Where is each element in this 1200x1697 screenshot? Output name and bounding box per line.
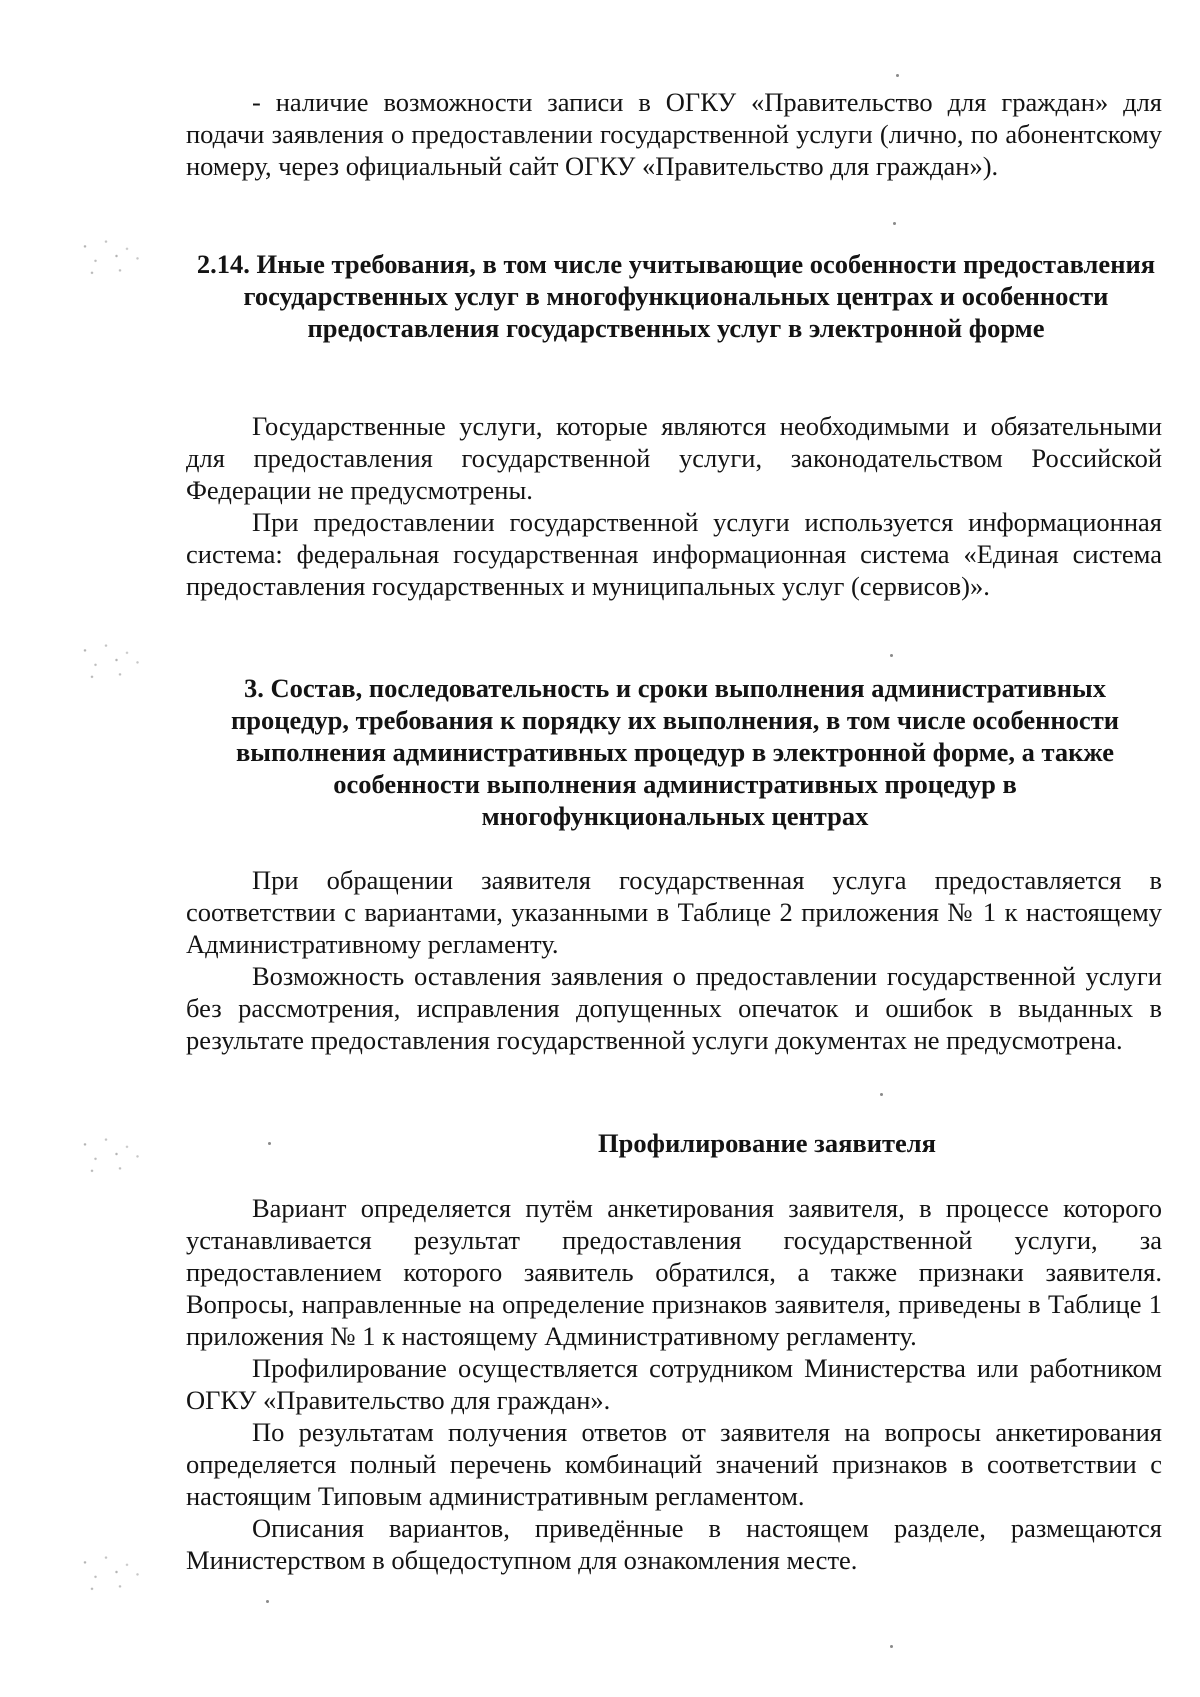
profiling-paragraph-3: По результатам получения ответов от заявителя на вопросы анкетирования определяется полный перечень комбинаций значений признаков в соответствии с настоящим Типовым административным регламентом. (186, 1417, 1162, 1511)
section-2-14-paragraph-1: Государственные услуги, которые являются необходимыми и обязательными для предоставления государственной услуги, законодательством Российской Федерации не предусмотрены. (186, 411, 1162, 505)
scan-speck (78, 232, 148, 280)
scan-speck (78, 1548, 148, 1596)
scan-dot (896, 74, 899, 77)
section-2-14-heading: 2.14. Иные требования, в том числе учитывающие особенности предоставления государственных услуг в многофункциональных центрах и особенности предоставления государственных услуг в электронной форме (196, 249, 1156, 343)
scan-dot (890, 654, 893, 657)
profiling-body (186, 1192, 1162, 1576)
intro-paragraph: - наличие возможности записи в ОГКУ «Правительство для граждан» для подачи заявления о предоставлении государственной услуги (лично, по абонентскому номеру, через официальный сайт ОГКУ «Правительство для граждан»). (186, 87, 1162, 181)
profiling-paragraph-2: Профилирование осуществляется сотрудником Министерства или работником ОГКУ «Правительство для граждан». (186, 1353, 1162, 1415)
scan-speck (78, 636, 148, 684)
section-3-heading: 3. Состав, последовательность и сроки выполнения административных процедур, требования к порядку их выполнения, в том числе особенности выполнения административных процедур в электронной форме, а также особенности выполнения административных процедур в многофункциональных центрах (231, 673, 1119, 831)
section-2-14-body (186, 410, 1162, 602)
profiling-heading: Профилирование заявителя (598, 1128, 936, 1158)
scan-speck (78, 1130, 148, 1178)
profiling-paragraph-1: Вариант определяется путём анкетирования заявителя, в процессе которого устанавливается результат предоставления государственной услуги, за предоставлением которого заявитель обратился, а также признаки заявителя. Вопросы, направленные на определение признаков заявителя, приведены в Таблице 1 приложения № 1 к настоящему Административному регламенту. (186, 1193, 1162, 1351)
section-2-14-paragraph-2: При предоставлении государственной услуги используется информационная система: федеральная государственная информационная система «Единая система предоставления государственных и муниципальных услуг (сервисов)». (186, 507, 1162, 601)
section-3-body (186, 864, 1162, 1056)
scan-dot (266, 1600, 269, 1603)
scan-dot (890, 1645, 893, 1648)
section-3-paragraph-2: Возможность оставления заявления о предоставлении государственной услуги без рассмотрения, исправления допущенных опечаток и ошибок в выданных в результате предоставления государственной услуги документах не предусмотрена. (186, 961, 1162, 1055)
intro-paragraph-block (186, 86, 1162, 182)
scan-dot (268, 1142, 271, 1145)
scan-dot (893, 222, 896, 225)
profiling-paragraph-4: Описания вариантов, приведённые в настоящем разделе, размещаются Министерством в общедоступном для ознакомления месте. (186, 1513, 1162, 1575)
section-3-paragraph-1: При обращении заявителя государственная услуга предоставляется в соответствии с вариантами, указанными в Таблице 2 приложения № 1 к настоящему Административному регламенту. (186, 865, 1162, 959)
scan-dot (880, 1093, 883, 1096)
